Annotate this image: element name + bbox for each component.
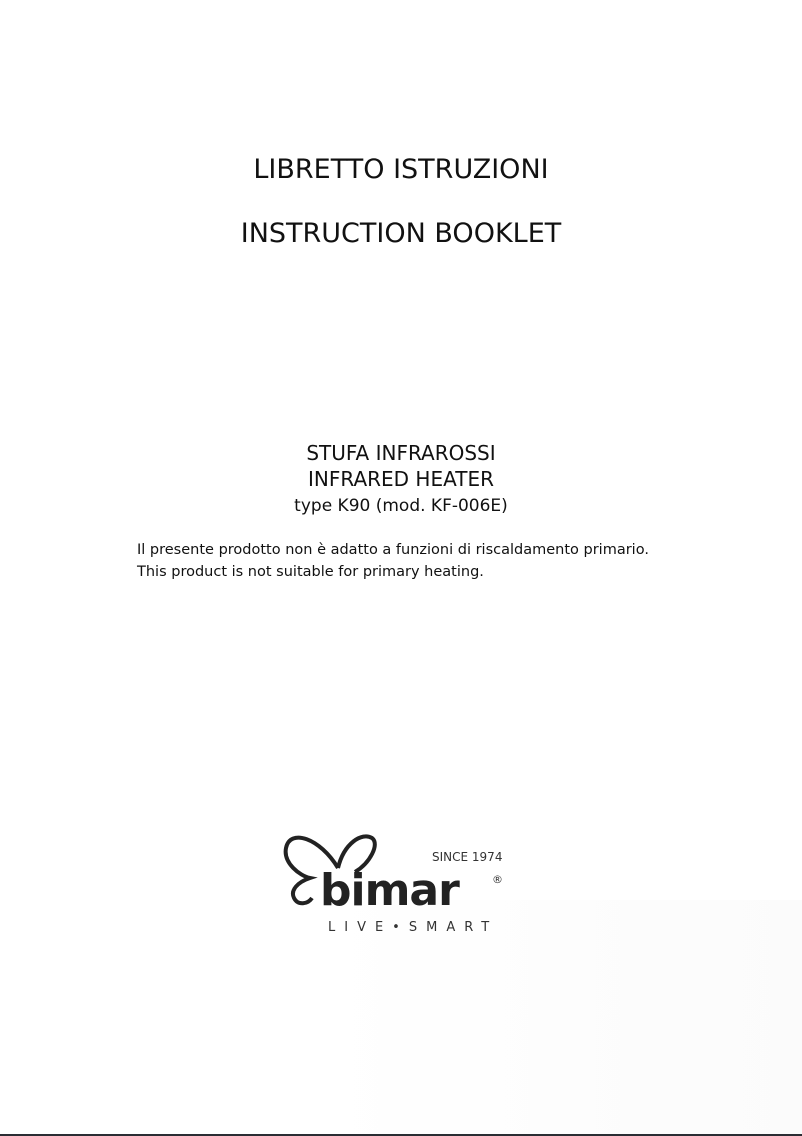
product-name-english: INFRARED HEATER [308, 467, 494, 491]
bimar-logo [280, 828, 540, 940]
logo-registered: ® [492, 873, 503, 886]
product-name-italian: STUFA INFRAROSSI [306, 441, 496, 465]
notice-english: This product is not suitable for primary heating. [137, 564, 484, 580]
logo-tagline: LIVE•SMART [328, 920, 499, 935]
logo-brand: bimar [320, 865, 459, 916]
product-type: type K90 (mod. KF-006E) [294, 496, 508, 516]
notice-italian: Il presente prodotto non è adatto a funzioni di riscaldamento primario. [137, 542, 649, 558]
title-italian: LIBRETTO ISTRUZIONI [253, 154, 549, 185]
logo-since: SINCE 1974 [432, 850, 503, 864]
title-english: INSTRUCTION BOOKLET [240, 218, 562, 249]
